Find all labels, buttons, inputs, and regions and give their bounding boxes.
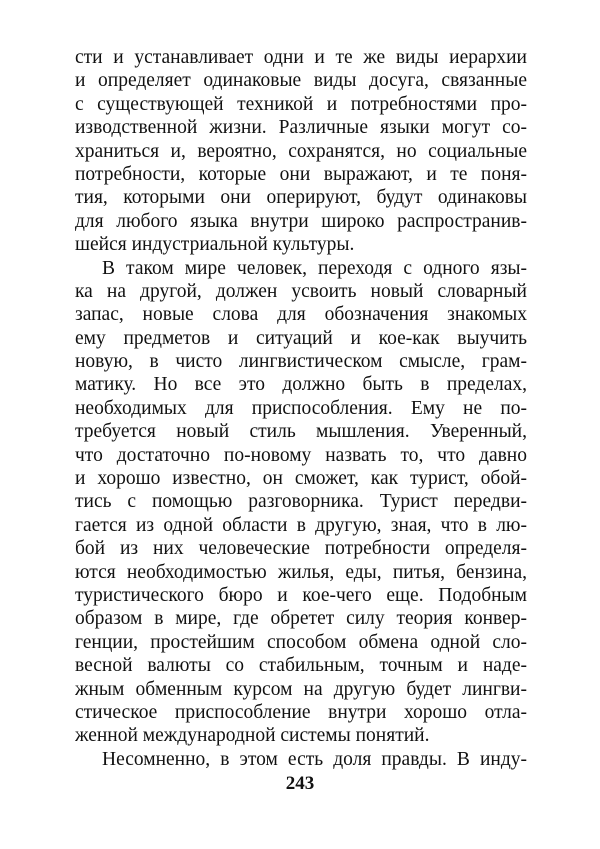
text-line: весной валюты со стабильным, точным и наде- — [75, 655, 527, 677]
text-line: ются необходимостью жилья, еды, питья, бензина, — [75, 561, 527, 583]
text-line: сти и устанавливает одни и те же виды иерархии — [75, 47, 527, 68]
text-line: с существующей техникой и потребностями про- — [75, 93, 527, 115]
text-line: храниться и, вероятно, сохранятся, но социальные — [75, 140, 527, 162]
text-line: тись с помощью разговорника. Турист передви- — [75, 491, 527, 513]
text-line: требуется новый стиль мышления. Уверенный, — [75, 421, 527, 443]
text-line: новую, в чисто лингвистическом смысле, грам- — [75, 351, 527, 373]
text-line: матику. Но все это должно быть в пределах, — [75, 374, 527, 396]
text-line: бой из них человеческие потребности определя- — [75, 538, 527, 560]
text-line: генции, простейшим способом обмена одной сло- — [75, 631, 527, 653]
text-line: жным обменным курсом на другую будет лингви- — [75, 678, 527, 700]
text-line: образом в мире, где обретет силу теория конвер- — [75, 608, 527, 630]
text-line: что достаточно по-новому назвать то, что давно — [75, 444, 527, 466]
text-line: шейся индустриальной культуры. — [75, 234, 355, 256]
text-line: для любого языка внутри широко распространив- — [75, 210, 527, 232]
text-line: ка на другой, должен усвоить новый словарный — [75, 280, 527, 302]
text-line: туристического бюро и кое-чего еще. Подобным — [75, 584, 527, 606]
paragraph-start-line: В таком мире человек, переходя с одного язы- — [102, 257, 527, 279]
text-line: изводственной жизни. Различные языки могут со- — [75, 117, 527, 139]
text-line: ему предметов и ситуаций и кое-как выучить — [75, 327, 527, 349]
text-line: запас, новые слова для обозначения знакомых — [75, 304, 527, 326]
text-line: необходимых для приспособления. Ему не по- — [75, 397, 527, 419]
body-text — [75, 46, 527, 771]
paragraph-start-line: Несомненно, в этом есть доля правды. В инду- — [102, 748, 527, 770]
text-line: тия, которыми они оперируют, будут одинаковы — [75, 187, 527, 209]
text-line: потребности, которые они выражают, и те поня- — [75, 163, 527, 185]
text-line: и хорошо известно, он сможет, как турист, обой- — [75, 468, 527, 490]
text-line: и определяет одинаковые виды досуга, связанные — [75, 70, 527, 92]
text-line: стическое приспособление внутри хорошо отла- — [75, 701, 527, 723]
text-line: гается из одной области в другую, зная, что в лю- — [75, 514, 527, 536]
page-number: 243 — [285, 773, 315, 794]
text-line: женной международной системы понятий. — [75, 725, 430, 747]
